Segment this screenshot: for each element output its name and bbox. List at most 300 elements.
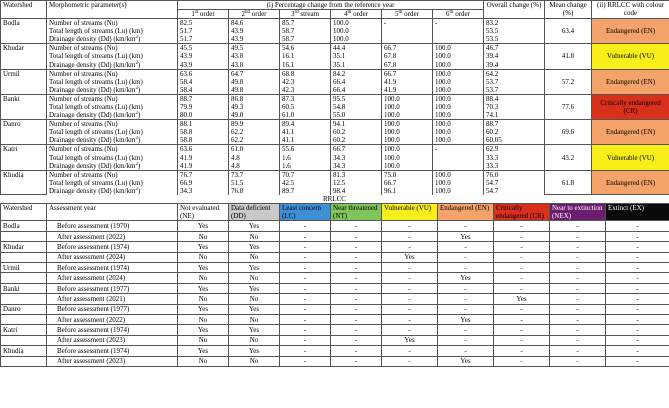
percentage-change-cell: 100.0 — [433, 44, 484, 53]
percentage-change-cell: 84.6 — [229, 19, 280, 28]
percentage-change-cell: 100.0 — [433, 69, 484, 78]
percentage-change-cell: 98.4 — [331, 187, 382, 195]
percentage-change-cell: 41.9 — [382, 86, 433, 95]
parameter-header: Morphometric parameter(s) — [47, 1, 178, 19]
percentage-change-cell: 58.8 — [178, 136, 229, 145]
percentage-change-cell: 66.7 — [382, 69, 433, 78]
rrlcc-header: (ii) RRLCC with colour code — [592, 1, 669, 19]
percentage-change-cell: 100.0 — [433, 52, 484, 60]
parameter-label-text: Number of streams (Nu) — [49, 44, 118, 53]
percentage-change-cell: 100.0 — [433, 111, 484, 120]
percentage-change-cell: 66.7 — [382, 44, 433, 53]
percentage-change-cell: 58.8 — [178, 128, 229, 136]
category-cell: - — [494, 346, 550, 356]
percentage-change-cell: 12.5 — [331, 179, 382, 187]
category-cell: No — [178, 314, 229, 324]
percentage-change-cell: 76.7 — [178, 170, 229, 179]
parameter-label-text: Drainage density (Dd) (km/km — [49, 85, 136, 94]
percentage-change-cell: 100.0 — [433, 170, 484, 179]
parameter-label-text: Number of streams (Nu) — [49, 69, 118, 78]
category-cell: - — [382, 273, 438, 283]
percentage-change-cell: 43.8 — [229, 52, 280, 60]
percentage-change-cell: 54.8 — [331, 103, 382, 111]
category-cell: No — [178, 356, 229, 366]
percentage-change-cell: 100.0 — [433, 136, 484, 145]
percentage-change-cell: 49.8 — [229, 78, 280, 86]
percentage-change-cell: 44.4 — [331, 44, 382, 53]
category-cell: - — [331, 221, 382, 231]
overall-change-cell: 53.7 — [484, 86, 545, 95]
assessment-row — [1, 314, 669, 324]
percentage-change-cell: 100.0 — [382, 120, 433, 129]
category-cell: Yes — [229, 242, 280, 252]
category-cell: - — [280, 283, 331, 293]
percentage-change-cell: 16.1 — [280, 60, 331, 69]
percentage-change-cell: 100.0 — [382, 111, 433, 120]
percentage-change-cell — [382, 27, 433, 35]
parameter-label — [47, 128, 178, 136]
overall-change-cell: 88.7 — [484, 120, 545, 129]
category-cell: - — [280, 335, 331, 345]
category-cell: - — [494, 335, 550, 345]
category-cell: - — [438, 242, 494, 252]
percentage-change-cell: 62.2 — [229, 136, 280, 145]
parameter-row — [1, 44, 669, 53]
percentage-change-cell — [382, 35, 433, 44]
category-cell: - — [494, 356, 550, 366]
assessment-year: After assessment (2022) — [47, 231, 178, 241]
percentage-change-cell: 62.2 — [229, 128, 280, 136]
category-cell: - — [280, 314, 331, 324]
percentage-change-cell: 60.2 — [331, 128, 382, 136]
category-cell: No — [178, 273, 229, 283]
category-cell: - — [606, 252, 669, 262]
category-cell: - — [331, 325, 382, 335]
assessment-year: After assessment (2021) — [47, 294, 178, 304]
order-header — [229, 10, 280, 19]
percentage-change-cell: 58.4 — [178, 78, 229, 86]
percentage-change-cell — [433, 35, 484, 44]
percentage-change-cell: 34.3 — [178, 187, 229, 195]
percentage-change-cell: 61.0 — [229, 145, 280, 154]
parameter-row — [1, 145, 669, 154]
assessment-row — [1, 242, 669, 252]
category-cell: Yes — [438, 356, 494, 366]
order-word: order — [402, 10, 419, 18]
category-cell: - — [280, 325, 331, 335]
category-cell: - — [438, 346, 494, 356]
percentage-change-cell — [433, 27, 484, 35]
assessment-row — [1, 356, 669, 366]
watershed-name — [1, 335, 47, 345]
parameter-row — [1, 94, 669, 103]
parameter-row — [1, 19, 669, 28]
assessment-year: After assessment (2023) — [47, 335, 178, 345]
category-cell: - — [494, 314, 550, 324]
parameter-label-text: Drainage density (Dd) (km/km — [49, 161, 136, 170]
category-cell: - — [606, 242, 669, 252]
category-cell: - — [438, 283, 494, 293]
category-cell: - — [494, 242, 550, 252]
category-cell: - — [606, 356, 669, 366]
percentage-change-cell: 89.9 — [229, 120, 280, 129]
mean-change-cell: 77.6 — [545, 94, 592, 119]
watershed-name — [1, 273, 47, 283]
percentage-change-cell: 41.9 — [382, 78, 433, 86]
category-cell: - — [280, 263, 331, 273]
order-word: stream — [298, 10, 320, 18]
category-cell: - — [550, 221, 606, 231]
percentage-change-cell: 100.0 — [382, 145, 433, 154]
percentage-change-cell: 75.0 — [382, 170, 433, 179]
percentage-change-cell: 67.8 — [382, 60, 433, 69]
parameter-label-text: Drainage density (Dd) (km/km — [49, 35, 136, 44]
category-cell: - — [382, 314, 438, 324]
parameter-label — [47, 44, 178, 53]
category-cell: No — [229, 231, 280, 241]
parameter-label — [47, 103, 178, 111]
category-cell: - — [550, 242, 606, 252]
percentage-change-cell: 43.9 — [178, 52, 229, 60]
category-cell: - — [494, 273, 550, 283]
assessment-year: Before assessment (1974) — [47, 242, 178, 252]
parameter-label-text: Total length of streams (Lu) (km) — [49, 128, 143, 137]
category-cell: No — [229, 252, 280, 262]
percentage-change-cell: 100.0 — [433, 78, 484, 86]
category-cell: No — [229, 356, 280, 366]
category-cell: - — [280, 356, 331, 366]
percentage-change-cell: 100.0 — [433, 94, 484, 103]
overall-change-cell: 60.05 — [484, 136, 545, 145]
percentage-change-cell: 34.3 — [331, 154, 382, 162]
watershed-name: Bodla — [1, 19, 47, 44]
category-cell: - — [606, 221, 669, 231]
parameter-label — [47, 69, 178, 78]
percentage-change-cell: 35.1 — [331, 52, 382, 60]
percentage-change-cell: 63.6 — [178, 145, 229, 154]
watershed-name — [1, 294, 47, 304]
overall-change-cell: 54.7 — [484, 187, 545, 195]
percentage-change-cell: 60.5 — [280, 103, 331, 111]
percentage-change-cell: 66.4 — [331, 78, 382, 86]
percentage-change-cell: 58.7 — [280, 27, 331, 35]
overall-change-cell: 70.3 — [484, 103, 545, 111]
category-cell: - — [550, 231, 606, 241]
squared-sup: 2 — [135, 85, 139, 91]
percentage-change-cell — [433, 162, 484, 171]
percentage-change-group-header: (i) Percentage change from the reference year — [178, 1, 484, 10]
category-cell: - — [606, 335, 669, 345]
percentage-change-cell: 43.8 — [229, 60, 280, 69]
percentage-change-cell: 49.3 — [229, 103, 280, 111]
category-cell: - — [331, 335, 382, 345]
percentage-change-cell: 100.0 — [331, 27, 382, 35]
squared-sup: 2 — [135, 136, 139, 142]
category-cell: - — [331, 231, 382, 241]
morphometric-change-table — [0, 0, 669, 195]
parameter-label-text: Total length of streams (Lu) (km) — [49, 102, 143, 111]
rrlcc-caption: RRLCC — [323, 195, 346, 204]
category-cell: No — [178, 335, 229, 345]
category-cell: - — [606, 273, 669, 283]
category-cell: - — [494, 304, 550, 314]
parameter-label-text: Drainage density (Dd) (km/km — [49, 186, 136, 195]
mean-change-cell: 57.2 — [545, 69, 592, 94]
percentage-change-cell: 42.3 — [280, 78, 331, 86]
percentage-change-cell — [433, 154, 484, 162]
percentage-change-cell: 66.4 — [331, 86, 382, 95]
percentage-change-cell: 100.0 — [382, 103, 433, 111]
category-cell: Yes — [229, 283, 280, 293]
parameter-label-text: Total length of streams (Lu) (km) — [49, 153, 143, 162]
percentage-change-cell: 43.9 — [229, 27, 280, 35]
percentage-change-cell: 96.1 — [382, 187, 433, 195]
watershed-name: Bodla — [1, 221, 47, 231]
category-cell: - — [331, 283, 382, 293]
percentage-change-cell: 35.1 — [331, 60, 382, 69]
category-cell: Yes — [438, 314, 494, 324]
category-cell: - — [331, 242, 382, 252]
rrlcc-rank-badge: Endangered (EN) — [592, 120, 669, 145]
percentage-change-cell: 85.7 — [280, 19, 331, 28]
percentage-change-cell: 87.3 — [280, 94, 331, 103]
watershed-name: Khudar — [1, 242, 47, 252]
watershed-name — [1, 314, 47, 324]
percentage-change-cell: 16.1 — [280, 52, 331, 60]
percentage-change-cell: 54.6 — [280, 44, 331, 53]
category-cell: - — [550, 314, 606, 324]
category-cell: - — [331, 314, 382, 324]
category-cell: - — [331, 346, 382, 356]
percentage-change-cell: 41.1 — [280, 128, 331, 136]
percentage-change-cell: 100.0 — [382, 136, 433, 145]
category-cell: - — [280, 221, 331, 231]
category-cell: - — [438, 294, 494, 304]
percentage-change-cell: 63.6 — [178, 69, 229, 78]
mean-change-cell: 43.2 — [545, 145, 592, 170]
overall-change-cell: 53.7 — [484, 78, 545, 86]
assessment-year: Before assessment (1974) — [47, 346, 178, 356]
parameter-label: Drainage density (Dd) $(km/km^2)$ — [47, 86, 178, 95]
watershed-name: Katri — [1, 145, 47, 170]
percentage-change-cell: 41.9 — [178, 154, 229, 162]
category-cell: - — [331, 304, 382, 314]
percentage-change-cell: 58.7 — [280, 35, 331, 44]
category-cell: - — [606, 283, 669, 293]
assessment-year: After assessment (2024) — [47, 252, 178, 262]
parameter-label-text: Number of streams (Nu) — [49, 170, 118, 179]
watershed-name: Khudia — [1, 346, 47, 356]
order-word: order — [453, 10, 470, 18]
category-cell: - — [331, 294, 382, 304]
category-cell: - — [550, 273, 606, 283]
category-cell: Yes — [178, 221, 229, 231]
watershed-name: Urmil — [1, 263, 47, 273]
category-cell: - — [438, 252, 494, 262]
parameter-label-text: Number of streams (Nu) — [49, 94, 118, 103]
parameter-label — [47, 19, 178, 28]
percentage-change-cell: 88.1 — [178, 120, 229, 129]
parameter-label — [47, 170, 178, 179]
parameter-label-text: Total length of streams (Lu) (km) — [49, 77, 143, 86]
percentage-change-cell: - — [433, 145, 484, 154]
category-cell: - — [280, 273, 331, 283]
percentage-change-cell: 49.8 — [229, 86, 280, 95]
category-cell: - — [550, 346, 606, 356]
assessment-year: After assessment (2024) — [47, 273, 178, 283]
percentage-change-cell: 42.5 — [280, 179, 331, 187]
assessment-row — [1, 346, 669, 356]
ordinal-suffix: nd — [244, 10, 250, 15]
parameter-label — [47, 52, 178, 60]
order-header — [433, 10, 484, 19]
overall-change-cell: 88.4 — [484, 94, 545, 103]
category-cell: Yes — [178, 263, 229, 273]
overall-change-cell: 53.5 — [484, 27, 545, 35]
squared-sup: 2 — [135, 35, 139, 41]
category-cell: - — [606, 346, 669, 356]
percentage-change-cell: 42.3 — [280, 86, 331, 95]
category-cell: - — [280, 304, 331, 314]
order-word: order — [249, 10, 267, 18]
parameter-label: Drainage density (Dd) $(km/km^2)$ — [47, 60, 178, 69]
percentage-change-cell: 49.5 — [229, 44, 280, 53]
overall-change-cell: 39.4 — [484, 52, 545, 60]
percentage-change-cell: 100.0 — [382, 154, 433, 162]
parameter-label-text: Drainage density (Dd) (km/km — [49, 60, 136, 69]
percentage-change-cell: 64.7 — [229, 69, 280, 78]
category-cell: - — [331, 252, 382, 262]
order-number: 4 — [344, 10, 348, 18]
rrlcc-rank-badge: Vulnerable (VU) — [592, 44, 669, 69]
assessment-row — [1, 231, 669, 241]
category-cell: - — [438, 335, 494, 345]
rrlcc-assessment-table — [0, 203, 669, 366]
percentage-change-cell: 100.0 — [433, 86, 484, 95]
category-cell: - — [438, 221, 494, 231]
percentage-change-cell: 100.0 — [331, 35, 382, 44]
overall-change-cell: 33.3 — [484, 162, 545, 171]
category-cell: Yes — [438, 231, 494, 241]
assessment-year: After assessment (2023) — [47, 356, 178, 366]
order-header — [178, 10, 229, 19]
percentage-change-cell: 100.0 — [382, 94, 433, 103]
parameter-label — [47, 27, 178, 35]
category-cell: - — [382, 231, 438, 241]
overall-change-cell: 53.5 — [484, 35, 545, 44]
percentage-change-cell: 100.0 — [331, 19, 382, 28]
category-header: Vulnerable (VU) — [382, 204, 438, 221]
category-cell: - — [550, 252, 606, 262]
order-number: 6 — [446, 10, 450, 18]
category-cell: - — [280, 346, 331, 356]
percentage-change-cell: 1.6 — [280, 162, 331, 171]
percentage-change-cell: 61.0 — [280, 111, 331, 120]
category-cell: Yes — [438, 273, 494, 283]
mean-change-cell: 63.4 — [545, 19, 592, 44]
parameter-row — [1, 120, 669, 129]
percentage-change-cell: 66.7 — [331, 145, 382, 154]
rrlcc-rank-badge: Vulnerable (VU) — [592, 145, 669, 170]
rrlcc-rank-badge: Critically endangered (CR) — [592, 94, 669, 119]
parameter-label-text: Number of streams (Nu) — [49, 145, 118, 154]
order-number: 1 — [191, 10, 195, 18]
parameter-label — [47, 94, 178, 103]
percentage-change-cell: - — [382, 19, 433, 28]
order-header — [331, 10, 382, 19]
category-cell: Yes — [178, 304, 229, 314]
percentage-change-cell: 58.4 — [178, 86, 229, 95]
overall-change-cell: 39.4 — [484, 60, 545, 69]
category-cell: Yes — [229, 263, 280, 273]
category-header: Near to extinction (NEX) — [550, 204, 606, 221]
order-number: 5 — [395, 10, 399, 18]
watershed-name — [1, 252, 47, 262]
percentage-change-cell: 100.0 — [433, 128, 484, 136]
parameter-row — [1, 69, 669, 78]
watershed-name: Katri — [1, 325, 47, 335]
mean-change-cell: 41.8 — [545, 44, 592, 69]
percentage-change-cell: 43.9 — [229, 35, 280, 44]
category-cell: - — [331, 263, 382, 273]
assessment-year: Before assessment (1977) — [47, 304, 178, 314]
overall-change-cell: 54.7 — [484, 179, 545, 187]
assessment-row — [1, 273, 669, 283]
parameter-label-text: Drainage density (Dd) (km/km — [49, 136, 136, 145]
watershed-header: Watershed — [1, 1, 47, 19]
ordinal-suffix: rd — [294, 10, 299, 15]
squared-sup: 2 — [135, 111, 139, 117]
category-cell: - — [494, 231, 550, 241]
watershed-name: Danro — [1, 120, 47, 145]
category-cell: - — [280, 242, 331, 252]
category-cell: Yes — [178, 283, 229, 293]
parameter-label: Drainage density (Dd) $(km/km^2)$ — [47, 136, 178, 145]
category-cell: Yes — [178, 325, 229, 335]
category-cell: Yes — [229, 221, 280, 231]
percentage-change-cell: 89.4 — [280, 120, 331, 129]
category-cell: Yes — [494, 294, 550, 304]
ordinal-suffix: th — [347, 10, 352, 15]
watershed-name — [1, 356, 47, 366]
category-cell: - — [606, 304, 669, 314]
percentage-change-cell: 70.7 — [280, 170, 331, 179]
percentage-change-cell: 43.9 — [178, 60, 229, 69]
percentage-change-cell: 4.8 — [229, 154, 280, 162]
category-cell: - — [494, 325, 550, 335]
category-cell: - — [382, 325, 438, 335]
parameter-label — [47, 179, 178, 187]
assessment-row — [1, 325, 669, 335]
percentage-change-cell: 88.7 — [178, 94, 229, 103]
category-cell: - — [438, 263, 494, 273]
overall-change-cell: 33.3 — [484, 154, 545, 162]
percentage-change-cell: 80.0 — [178, 111, 229, 120]
category-header: Near threatened (NT) — [331, 204, 382, 221]
assessment-year: After assessment (2022) — [47, 314, 178, 324]
assessment-row — [1, 252, 669, 262]
category-cell: - — [494, 221, 550, 231]
category-cell: No — [229, 273, 280, 283]
overall-change-cell: 74.1 — [484, 111, 545, 120]
watershed-name: Khudia — [1, 170, 47, 195]
parameter-label-text: Number of streams (Nu) — [49, 19, 118, 28]
assessment-year: Before assessment (1977) — [47, 283, 178, 293]
percentage-change-cell: 66.9 — [178, 179, 229, 187]
percentage-change-cell: 79.9 — [178, 103, 229, 111]
watershed-name — [1, 231, 47, 241]
category-header: Endangered (EN) — [438, 204, 494, 221]
